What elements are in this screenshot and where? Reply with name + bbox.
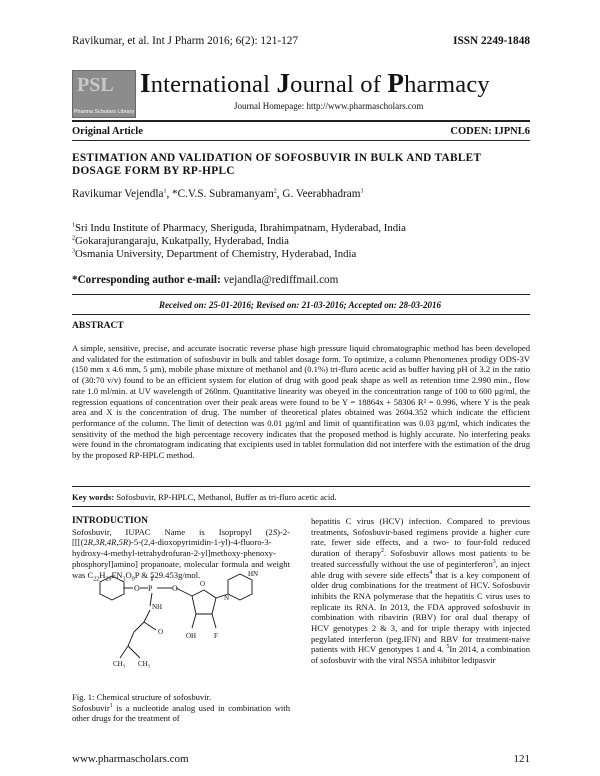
label-o-ring: O (200, 580, 206, 588)
masthead-divider (72, 120, 530, 122)
article-title: ESTIMATION AND VALIDATION OF SOFOSBUVIR IN BULK AND TABLET DOSAGE FORM BY RP-HPLC (72, 152, 482, 177)
corresponding-author: *Corresponding author e-mail: vejandla@rediffmail.com (72, 274, 339, 286)
intro-column-right: hepatitis C virus (HCV) infection. Compared to previous treatments, Sofosbuvir-based regimens provide a higher cure rate, fewer side effects, and a two- to four-fold reduced duration of therapy$^2$. Sofosbuvir allows most patients to be treated successfully without the use of peginterferon$^3$, an inject able drug with severe side effects$^4$ that is a key component of older drug combinations for the treatment of HCV. Sofosbuvir inhibits the RNA polymerase that the hepatitis C virus uses to replicate its RNA. In 2013, the FDA approved sofosbuvir in combination with ribavirin (RBV) for oral dual therapy of HCV genotypes 2 & 3, and for triple therapy with injected pegylated interferon (peg.IFN) and RBV for treatment-naive patients with HCV genotypes 1 and 4. $^5$In 2014, a combination of sofosbuvir with the viral NS5A inhibitor ledipasvir (311, 516, 531, 666)
article-dates: Received on: 25-01-2016; Revised on: 21-03-2016; Accepted on: 28-03-2016 (158, 300, 442, 310)
running-header-citation: Ravikumar, et al. Int J Pharm 2016; 6(2): 121-127 (72, 35, 299, 47)
abstract-divider (72, 486, 530, 487)
sofosbuvir-structure (88, 570, 278, 674)
section-divider (72, 140, 530, 141)
affiliation-3: $^3$Osmania University, Department of Chemistry, Hyderabad, India (72, 248, 357, 260)
label-nh: NH (152, 603, 163, 611)
label-hn: HN (248, 570, 259, 578)
footer-url[interactable]: www.pharmascholars.com (72, 753, 189, 765)
article-type: Original Article (72, 126, 143, 137)
keywords: Key words: Sofosbuvir, RP-HPLC, Methanol, Buffer as tri-fluro acetic acid. (72, 492, 337, 502)
dates-divider-top (72, 294, 530, 295)
label-n: N (224, 594, 230, 602)
abstract-heading: ABSTRACT (72, 321, 124, 331)
coden: CODEN: IJPNL6 (450, 126, 530, 137)
running-header-issn: ISSN 2249-1848 (453, 35, 530, 47)
label-ch3-left: CH₃ (113, 660, 126, 668)
affiliation-1: $^1$Sri Indu Institute of Pharmacy, Sheriguda, Ibrahimpatnam, Hyderabad, India (72, 222, 406, 234)
intro-column-left-lower (72, 692, 290, 724)
author-list: Ravikumar Vejendla$^1$, *C.V.S. Subramanyam$^2$, G. Veerabhadram$^3$ (72, 188, 364, 200)
label-o-ester: O (134, 584, 140, 593)
label-o-carbonyl: O (158, 628, 164, 636)
logo-caption: Pharma Scholars Library (73, 109, 135, 115)
intro-heading: INTRODUCTION (72, 516, 149, 526)
label-oh: OH (186, 632, 197, 640)
ribose-ring (192, 590, 216, 614)
label-o-bridge: O (172, 584, 178, 593)
figure-caption: Fig. 1: Chemical structure of sofosbuvir. (72, 692, 212, 702)
phenyl-ring (100, 576, 124, 600)
journal-homepage: Journal Homepage: http://www.pharmascholars.com (234, 101, 424, 111)
abstract-text: A simple, sensitive, precise, and accurate isocratic reverse phase high pressure liquid chromatographic method has been developed and validated for the estimation of sofosbuvir in bulk and tablet dosage form. To optimize, a column Phenomenex prodigy ODS-3V (150 mm x 4.6 mm, 5 µm), mobile phase mixture of methanol and (0.1%) tri-fluro acetic acid as buffer having pH of 3.2 in the ratio of (30:70 v/v) found to be an efficient system for elution of drug with good peak shape as well as retention time 2.990 min., flow rate 1.0 ml/min. at UV wavelength of 260nm. Quantitative linearity was obeyed in the concentration range of 100 to 600 µg/ml, the regression equations of concentration over their peak areas were found to be Y = 18864x + 58306 R² = 0.996, where Y is the peak area and X is the concentration of drug. The number of theoretical plates obtained was 2604.352 which indicate the efficient performance of the column. The limit of detection was 0.01 µg/ml and limit of quantification was 0.03 µg/ml, which indicates the sensitivity of the method the high percentage recovery indicates that the proposed method is highly accurate. No interfering peaks were found in the chromatogram indicating that excipients used in tablet formulation did not interfere with the estimation of the drug by the proposed RP-HPLC method. (72, 343, 530, 461)
journal-title: International Journal of Pharmacy (140, 68, 490, 98)
publisher-logo (72, 70, 136, 118)
intro-paragraph-1: Sofosbuvir, IUPAC Name is Isopropyl (2S)-2-[[[(2R,3R,4R,5R)-5-(2,4-dioxopyrimidin-1-yl)-4-fluoro-3-hydroxy-4-methyl-tetrahydrofuran-2-yl]methoxy-phenoxy-phosphoryl]amino] propanoate, molecular formula and weight was $C_{22}H_{29}FN_3O_9P$ & 529.453g/mol. (72, 526, 290, 583)
affiliation-2: $^2$Gokarajurangaraju, Kukatpally, Hyderabad, India (72, 235, 289, 247)
corresponding-email[interactable]: vejandla@rediffmail.com (220, 274, 339, 286)
dates-divider-bottom (72, 314, 530, 315)
label-f: F (214, 632, 218, 640)
logo-letters: PSL (77, 74, 114, 96)
intro-paragraph-2: Sofosbuvir$^1$ is a nucleotide analog used in combination with other drugs for the treatment of (72, 702, 290, 724)
label-p: P (148, 584, 153, 593)
keywords-divider (72, 506, 530, 507)
page-number: 121 (513, 753, 530, 765)
label-ch3-right: CH₃ (138, 660, 151, 668)
